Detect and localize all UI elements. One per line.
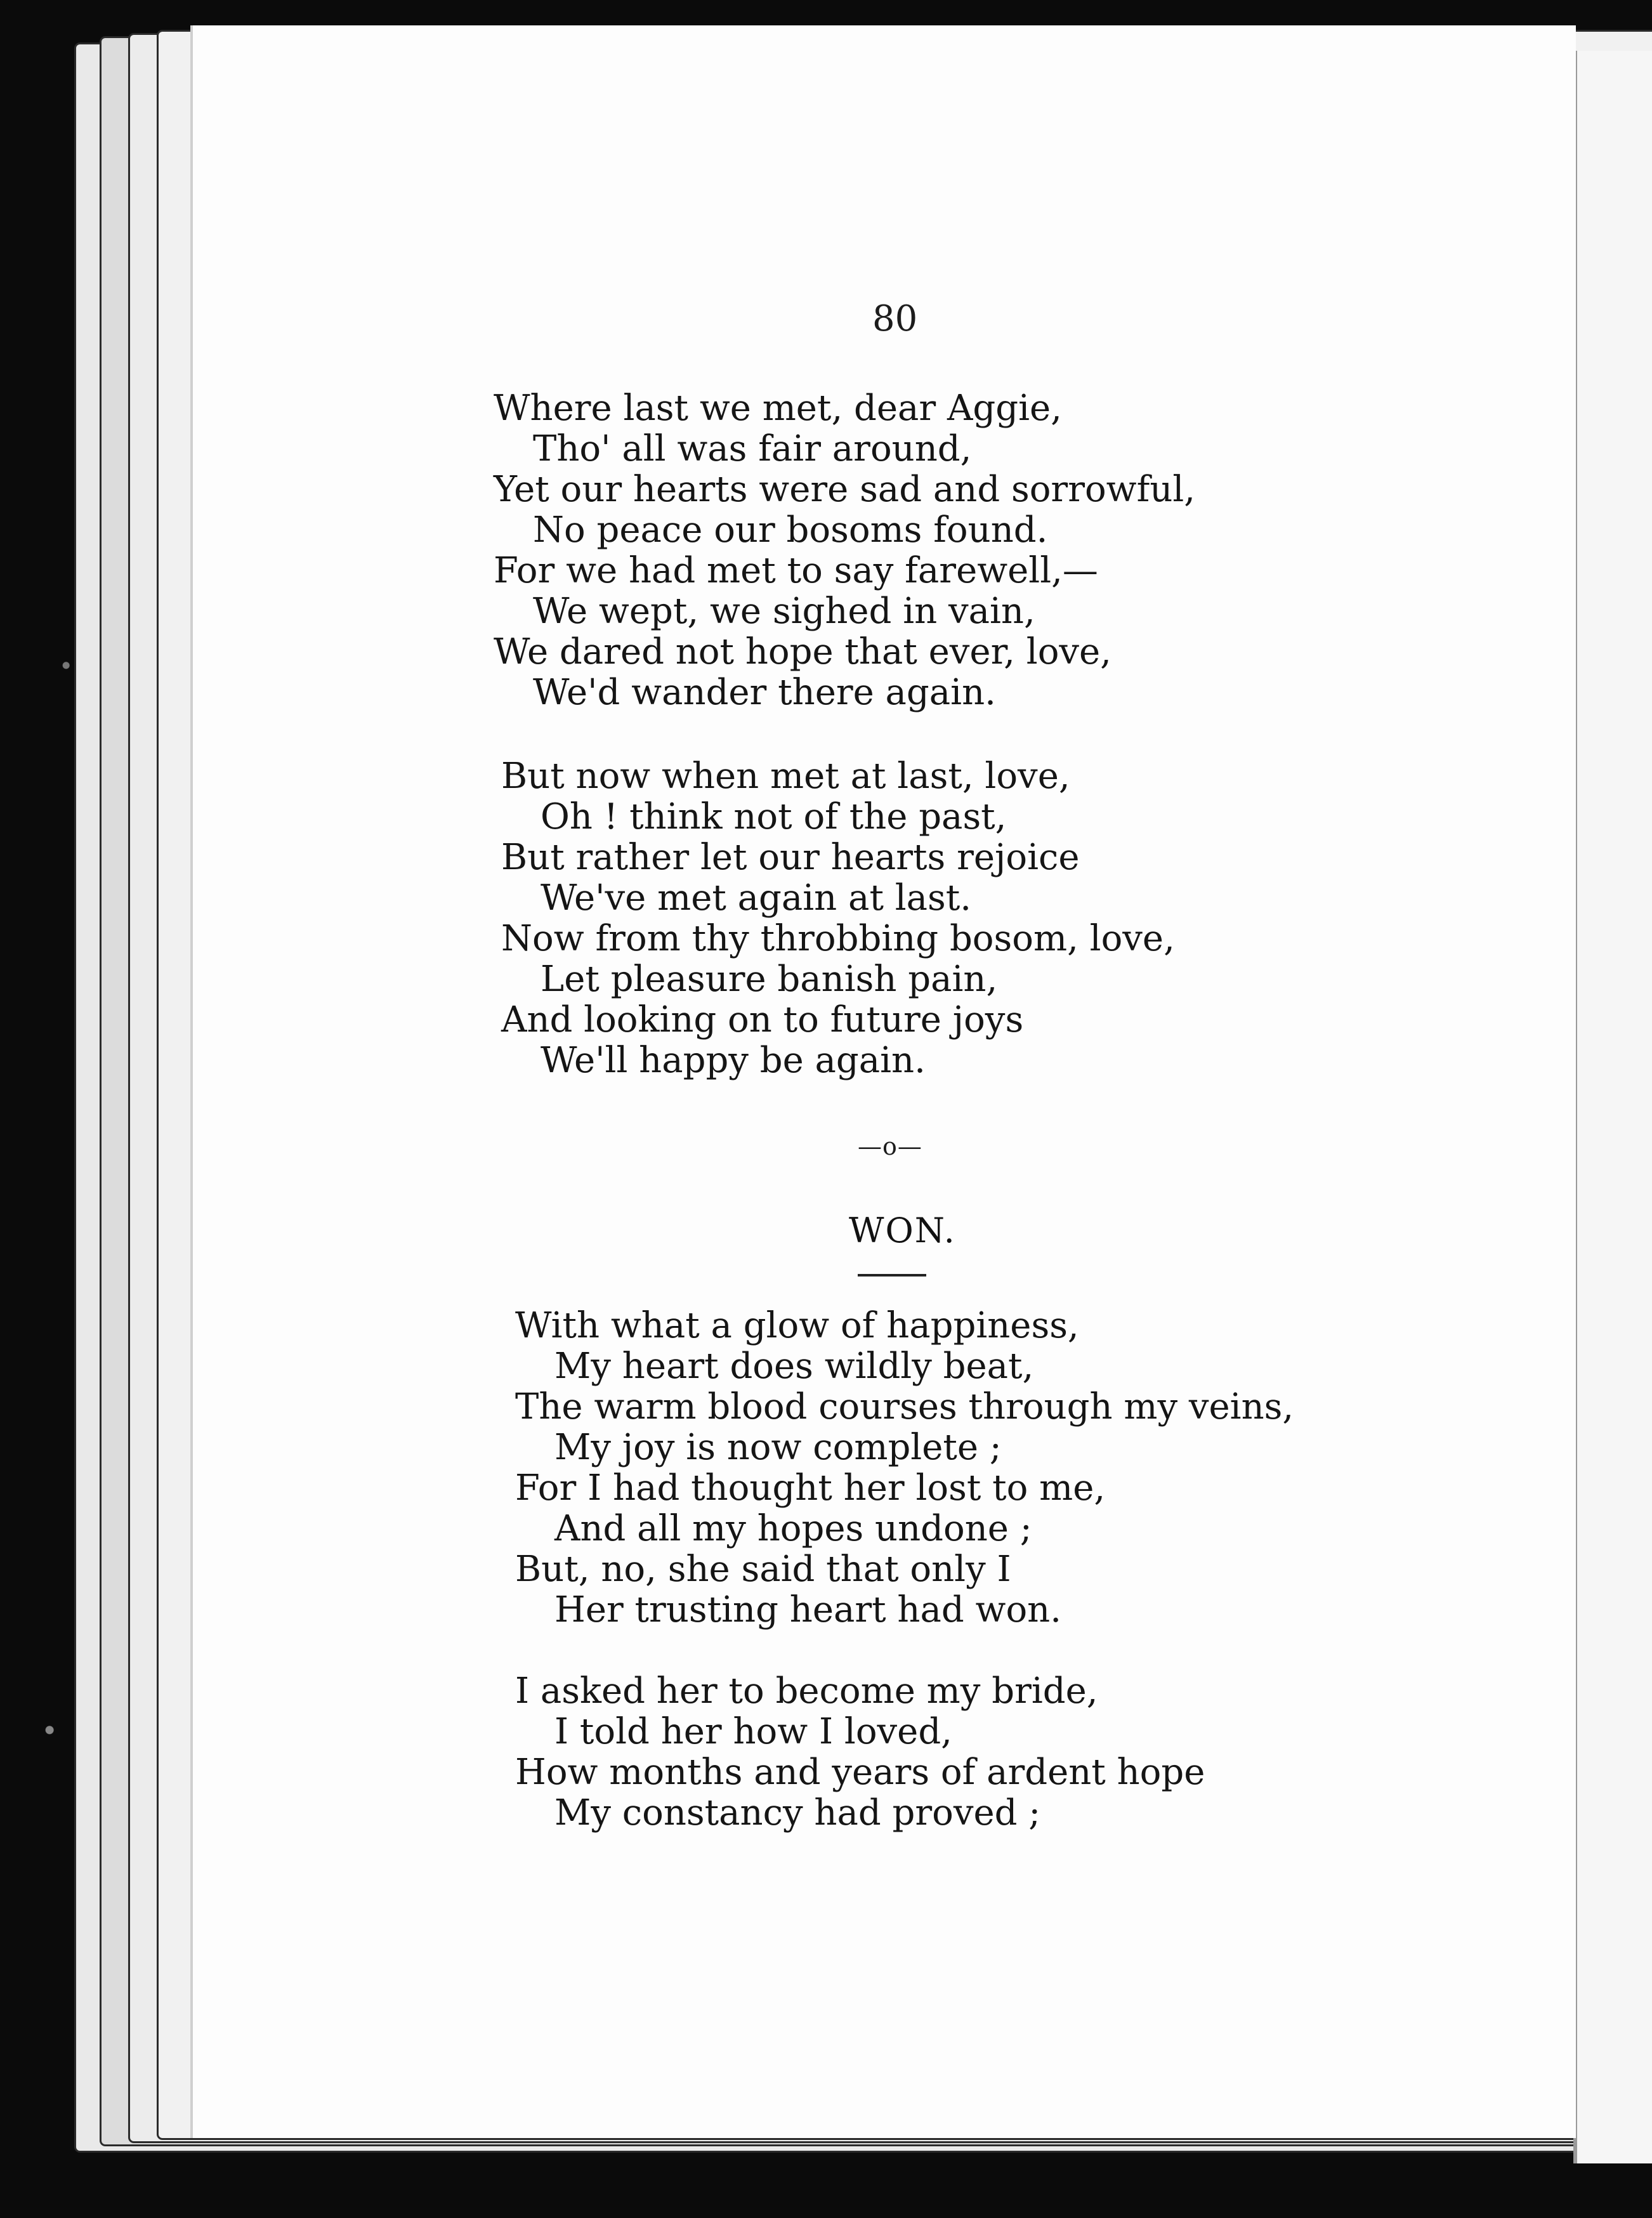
stanza [494,388,1195,713]
poem-line: The warm blood courses through my veins, [515,1386,1294,1427]
poem-line: For we had met to say farewell,— [494,550,1098,591]
section-divider: —o— [858,1132,922,1160]
poem-line: Oh ! think not of the past, [541,796,1007,837]
poem-line: And all my hopes undone ; [554,1508,1032,1549]
poem-line: But now when met at last, love, [501,756,1070,797]
poem-line: My joy is now complete ; [554,1427,1002,1468]
poem-line: For I had thought her lost to me, [515,1467,1106,1509]
poem-line: Tho' all was fair around, [533,428,972,469]
poem-line: We'll happy be again. [541,1040,926,1081]
poem-title: WON. [849,1211,956,1250]
poem-line: No peace our bosoms found. [533,509,1048,551]
poem-line: We've met again at last. [541,877,972,919]
poem-line: We wept, we sighed in vain, [533,591,1035,632]
poem-line: With what a glow of happiness, [515,1305,1079,1346]
poem-line: We'd wander there again. [533,672,996,713]
poem-line: I told her how I loved, [554,1711,952,1752]
stanza [501,756,1175,1081]
poem-line: My constancy had proved ; [554,1792,1041,1834]
poem-line: My heart does wildly beat, [554,1346,1034,1387]
stanza [515,1306,1294,1631]
facing-page-edge [1573,51,1652,2163]
poem-line: Let pleasure banish pain, [541,959,998,1000]
poem-line: Where last we met, dear Aggie, [494,388,1062,429]
poem-line: I asked her to become my bride, [515,1670,1098,1712]
poem-line: Now from thy throbbing bosom, love, [501,918,1175,959]
stanza [515,1671,1205,1834]
poem-line: We dared not hope that ever, love, [494,631,1111,673]
page-number: 80 [872,298,918,339]
poem-line: But rather let our hearts rejoice [501,837,1080,878]
poem-line: But, no, she said that only I [515,1549,1011,1590]
poem-line: Yet our hearts were sad and sorrowful, [494,469,1196,510]
poem-line: Her trusting heart had won. [554,1589,1062,1631]
poem-line: And looking on to future joys [501,999,1024,1040]
poem-line: How months and years of ardent hope [515,1752,1205,1793]
title-underline [858,1274,926,1276]
